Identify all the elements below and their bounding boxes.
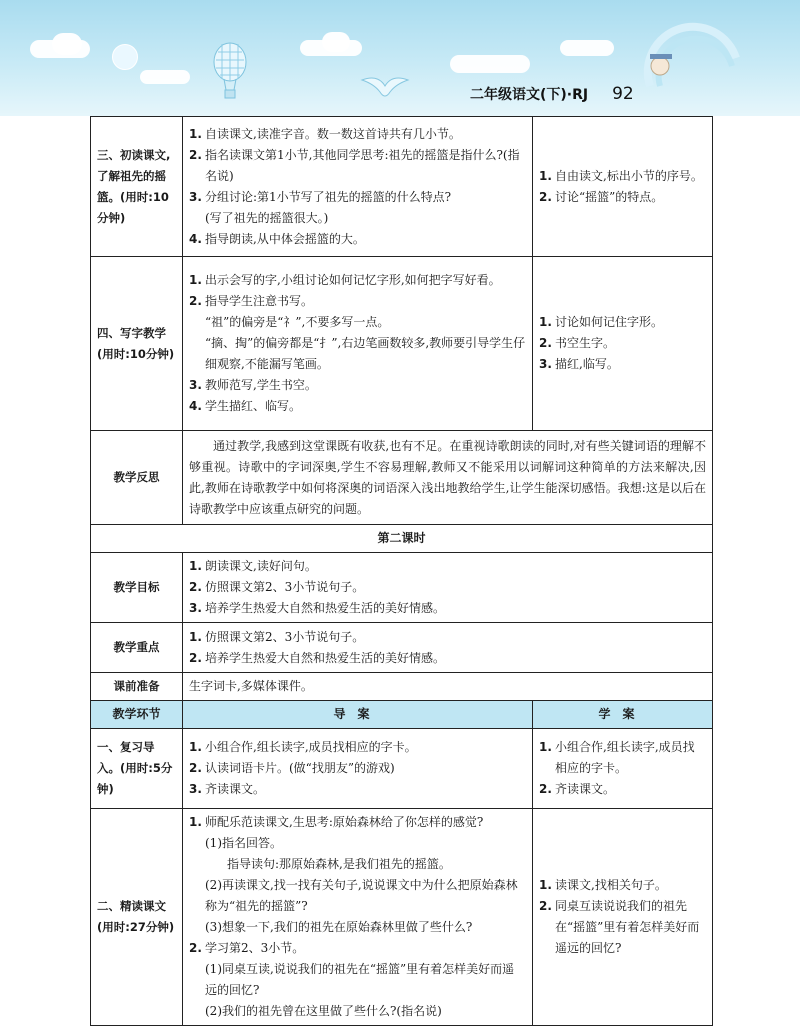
list-item [189,648,706,669]
section-label: 教学反思 [91,431,183,525]
item-text: (3)想象一下,我们的祖先在原始森林里做了些什么? [205,920,473,934]
table-row [91,117,713,257]
item-text: (1)指名回答。 [205,836,282,850]
item-text: 出示会写的字,小组讨论如何记忆字形,如何把字写好看。 [205,273,501,287]
list-item [539,896,706,959]
item-text: 认读词语卡片。(做“找朋友”的游戏) [205,761,395,775]
item-number: 2. [539,899,552,913]
list-item [539,187,706,208]
item-text: 仿照课文第2、3小节说句子。 [205,580,365,594]
rainbow-icon [640,18,740,88]
section-label: 教学重点 [91,623,183,673]
hot-air-balloon-icon [212,42,248,104]
item-number: 1. [189,126,202,141]
item-number: 2. [189,650,202,665]
table-row [91,623,713,673]
table-row [91,257,713,431]
prep-cell: 生字词卡,多媒体课件。 [183,673,713,701]
item-text: 讨论如何记住字形。 [555,315,664,329]
item-number: 2. [539,189,552,204]
item-number: 2. [539,336,552,350]
item-number: 1. [539,168,552,183]
list-item [189,598,706,619]
item-text: 描红,临写。 [555,357,619,371]
list-item [189,396,526,417]
item-text: 书空生字。 [555,336,616,350]
item-text: (2)我们的祖先曾在这里做了些什么?(指名说) [205,1004,442,1018]
section-label: 三、初读课文,了解祖先的摇篮。(用时:10分钟) [91,117,183,257]
study-cell [533,729,713,809]
table-row [91,729,713,809]
item-number: 1. [539,878,552,892]
table-row [91,431,713,525]
section-label: 二、精读课文(用时:27分钟) [91,809,183,1026]
item-number: 2. [189,294,202,308]
item-text: 教师范写,学生书空。 [205,378,317,392]
cloud-decoration [450,55,530,73]
list-item [189,124,526,145]
cloud-decoration [560,40,614,56]
header-stage: 教学环节 [91,701,183,729]
list-item [189,208,526,229]
list-item [539,737,706,779]
table-header-row [91,701,713,729]
item-number: 1. [189,559,202,573]
item-text: 培养学生热爱大自然和热爱生活的美好情感。 [205,650,446,665]
item-number: 1. [189,740,202,754]
list-item [189,229,526,250]
item-text: 指导朗读,从中体会摇篮的大。 [205,231,365,246]
item-text: 培养学生热爱大自然和热爱生活的美好情感。 [205,601,446,615]
keypoints-cell [183,623,713,673]
item-text: 小组合作,组长读字,成员找相应的字卡。 [205,740,417,754]
list-item [189,187,526,208]
table-row [91,673,713,701]
item-number: 3. [189,782,202,796]
list-item [189,627,706,648]
guide-cell [183,117,533,257]
header-guide: 导案 [183,701,533,729]
list-item [189,737,526,758]
list-item [189,758,526,779]
goals-cell [183,553,713,623]
reflection-text: 通过教学,我感到这堂课既有收获,也有不足。在重视诗歌朗读的同时,对有些关键词语的理解不够重视。诗歌中的字词深奥,学生不容易理解,教师又不能采用以词解词这种简单的方法来解决,因此,教师在诗歌教学中如何将深奥的词语深入浅出地教给学生,让学生能深切感悟。我想:这是以后在诗歌教学中应该重点研究的问题。 [189,438,706,516]
list-item [539,779,706,800]
item-text: 齐读课文。 [205,782,266,796]
item-text: 朗读课文,读好问句。 [205,559,317,573]
item-text: 学习第2、3小节。 [205,941,305,955]
study-cell [533,117,713,257]
sun-icon [112,44,138,70]
item-number: 2. [539,782,552,796]
item-number: 1. [189,629,202,644]
list-item [189,577,706,598]
list-item [189,917,526,938]
list-item [539,875,706,896]
item-number: 2. [189,761,202,775]
item-text: 同桌互读说说我们的祖先在“摇篮”里有着怎样美好而遥远的回忆? [555,899,700,955]
item-text: 分组讨论:第1小节写了祖先的摇篮的什么特点? [205,189,452,204]
item-text: 指名读课文第1小节,其他同学思考:祖先的摇篮是指什么?(指名说) [205,147,520,183]
item-number: 4. [189,399,202,413]
section-label: 教学目标 [91,553,183,623]
cloud-decoration [52,33,82,55]
list-item [539,312,706,333]
item-text: 师配乐范读课文,生思考:原始森林给了你怎样的感觉? [205,815,484,829]
table-row [91,809,713,1026]
guide-cell [183,257,533,431]
item-text: (1)同桌互读,说说我们的祖先在“摇篮”里有着怎样美好而遥远的回忆? [205,962,515,997]
list-item [539,354,706,375]
session-title: 第二课时 [91,525,713,553]
list-item [189,270,526,291]
list-item [189,854,526,875]
item-number: 3. [189,378,202,392]
item-text: 指导读句:那原始森林,是我们祖先的摇篮。 [227,857,451,871]
item-number: 1. [539,315,552,329]
item-text: 自由读文,标出小节的序号。 [555,168,703,183]
book-title: 二年级语文(下)·RJ [470,87,589,103]
study-cell [533,257,713,431]
reflection-cell [183,431,713,525]
item-text: 齐读课文。 [555,782,616,796]
section-label: 四、写字教学(用时:10分钟) [91,257,183,431]
lesson-plan-table [90,116,713,1026]
list-item [189,375,526,396]
list-item [189,833,526,854]
table-row [91,525,713,553]
item-number: 3. [539,357,552,371]
item-number: 2. [189,147,202,162]
bird-icon [360,70,410,104]
item-text: 小组合作,组长读字,成员找相应的字卡。 [555,740,695,775]
list-item [189,959,526,1001]
item-text: 学生描红、临写。 [205,399,302,413]
list-item [189,938,526,959]
list-item [189,333,526,375]
item-number: 2. [189,941,202,955]
item-text: (2)再读课文,找一找有关句子,说说课文中为什么把原始森林称为“祖先的摇篮”? [205,878,518,913]
item-text: “祖”的偏旁是“礻”,不要多写一点。 [205,315,390,329]
list-item [189,312,526,333]
item-number: 4. [189,231,202,246]
item-number: 2. [189,580,202,594]
study-cell [533,809,713,1026]
item-text: 指导学生注意书写。 [205,294,314,308]
page-header-banner [0,0,800,116]
item-number: 3. [189,601,202,615]
table-row [91,553,713,623]
item-text: 讨论“摇篮”的特点。 [555,189,664,204]
list-item [189,291,526,312]
item-number: 3. [189,189,202,204]
item-number: 1. [189,815,202,829]
item-number: 1. [189,273,202,287]
page-title-bar [470,82,720,106]
section-label: 课前准备 [91,673,183,701]
section-label: 一、复习导入。(用时:5分钟) [91,729,183,809]
list-item [189,1001,526,1022]
guide-cell [183,729,533,809]
list-item [189,812,526,833]
item-text: 仿照课文第2、3小节说句子。 [205,629,365,644]
header-study: 学案 [533,701,713,729]
cloud-decoration [322,32,350,52]
item-text: 读课文,找相关句子。 [555,878,667,892]
list-item [539,333,706,354]
list-item [189,779,526,800]
guide-cell [183,809,533,1026]
list-item [539,166,706,187]
list-item [189,556,706,577]
item-number: 1. [539,740,552,754]
item-text: (写了祖先的摇篮很大。) [205,210,329,225]
item-text: 自读课文,读准字音。数一数这首诗共有几小节。 [205,126,461,141]
list-item [189,145,526,187]
list-item [189,875,526,917]
item-text: “摘、掏”的偏旁都是“扌”,右边笔画数较多,教师要引导学生仔细观察,不能漏写笔画。 [205,336,526,371]
page-number: 92 [612,84,634,104]
cloud-decoration [140,70,190,84]
